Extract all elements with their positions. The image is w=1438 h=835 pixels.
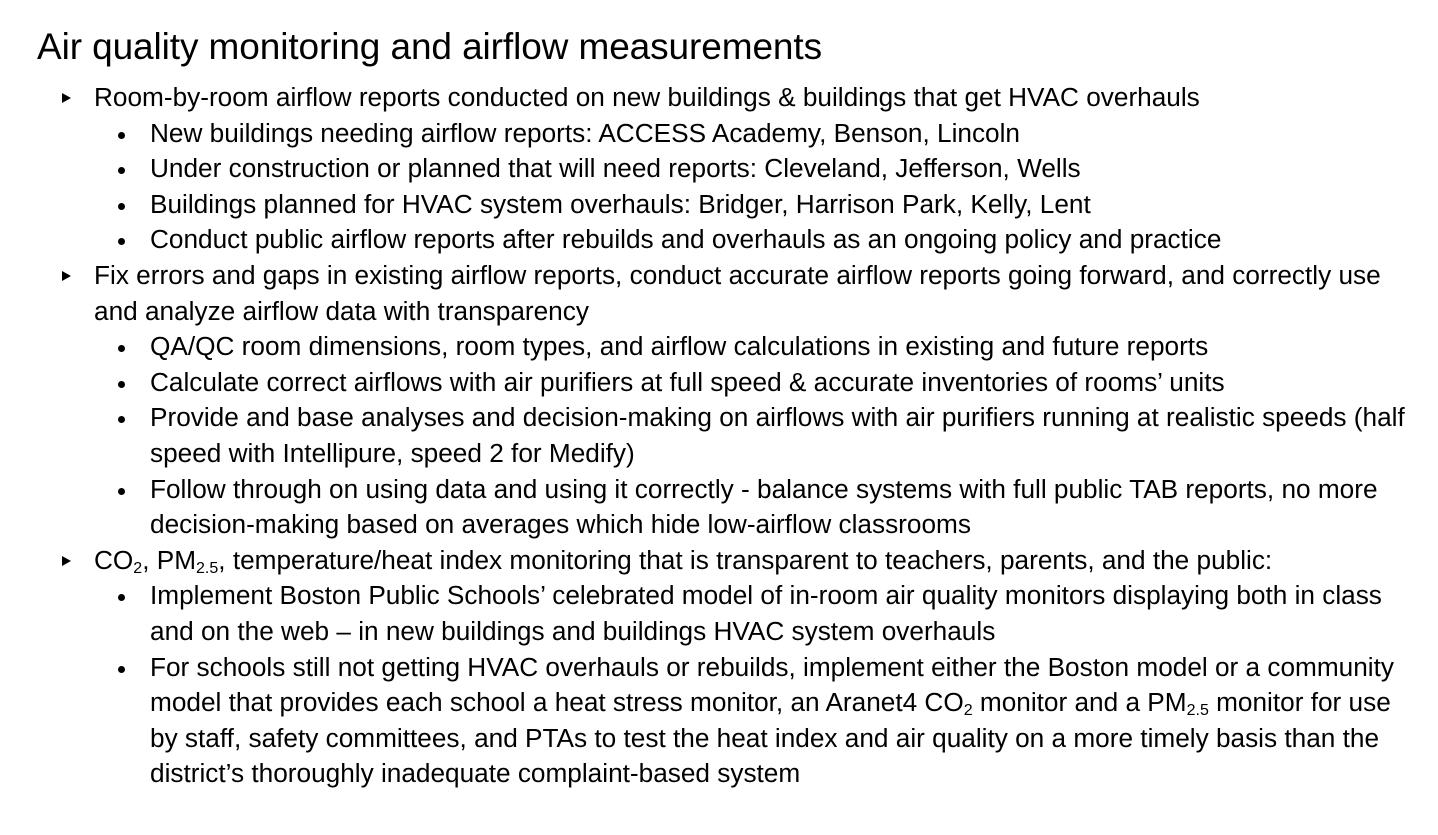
section-2-bullet — [0, 258, 1438, 329]
dot-bullet-icon — [118, 203, 125, 210]
dot-bullet-icon — [118, 238, 125, 245]
list-item: Conduct public airflow reports after rebuilds and overhauls as an ongoing policy and practice — [0, 222, 1438, 258]
section-1-bullet — [0, 80, 1438, 116]
list-item: Under construction or planned that will need reports: Cleveland, Jefferson, Wells — [0, 151, 1438, 187]
dot-bullet-icon — [118, 345, 125, 352]
dot-bullet-icon — [118, 132, 125, 139]
dot-bullet-icon — [118, 488, 125, 495]
bullet-list — [0, 80, 1438, 792]
list-item: Calculate correct airflows with air purifiers at full speed & accurate inventories of rooms’ units — [0, 365, 1438, 401]
triangle-bullet-icon — [62, 93, 71, 103]
dot-bullet-icon — [118, 666, 125, 673]
list-item: Provide and base analyses and decision-making on airflows with air purifiers running at realistic speeds (half speed with Intellipure, speed 2 for Medify) — [0, 400, 1438, 471]
triangle-bullet-icon — [62, 556, 71, 566]
section-2-text: Fix errors and gaps in existing airflow reports, conduct accurate airflow reports going forward, and correctly use and analyze airflow data with transparency — [94, 259, 1381, 326]
list-item: New buildings needing airflow reports: ACCESS Academy, Benson, Lincoln — [0, 116, 1438, 152]
dot-bullet-icon — [118, 381, 125, 388]
triangle-bullet-icon — [62, 271, 71, 281]
dot-bullet-icon — [118, 594, 125, 601]
list-item: For schools still not getting HVAC overhauls or rebuilds, implement either the Boston model or a community model that provides each school a heat stress monitor, an Aranet4 $CO_2$ monitor and a $PM_{2.5}$ monitor for use by staff, safety committees, and PTAs to test the heat index and air quality on a more timely basis than the district’s thoroughly inadequate complaint-based system — [0, 650, 1438, 792]
list-item: Buildings planned for HVAC system overhauls: Bridger, Harrison Park, Kelly, Lent — [0, 187, 1438, 223]
dot-bullet-icon — [118, 416, 125, 423]
page-title: Air quality monitoring and airflow measurements — [37, 26, 822, 67]
list-item: Implement Boston Public Schools’ celebrated model of in-room air quality monitors displaying both in class and on the web – in new buildings and buildings HVAC system overhauls — [0, 578, 1438, 649]
list-item: Follow through on using data and using it correctly - balance systems with full public TAB reports, no more decision-making based on averages which hide low-airflow classrooms — [0, 472, 1438, 543]
section-3-bullet — [0, 543, 1438, 579]
dot-bullet-icon — [118, 167, 125, 174]
section-3-text: $CO_2$, $PM_{2.5}$, temperature/heat index monitoring that is transparent to teachers, parents, and the public: — [94, 544, 1273, 577]
list-item: QA/QC room dimensions, room types, and airflow calculations in existing and future reports — [0, 329, 1438, 365]
section-1-text: Room-by-room airflow reports conducted on new buildings & buildings that get HVAC overhauls — [94, 82, 1200, 112]
